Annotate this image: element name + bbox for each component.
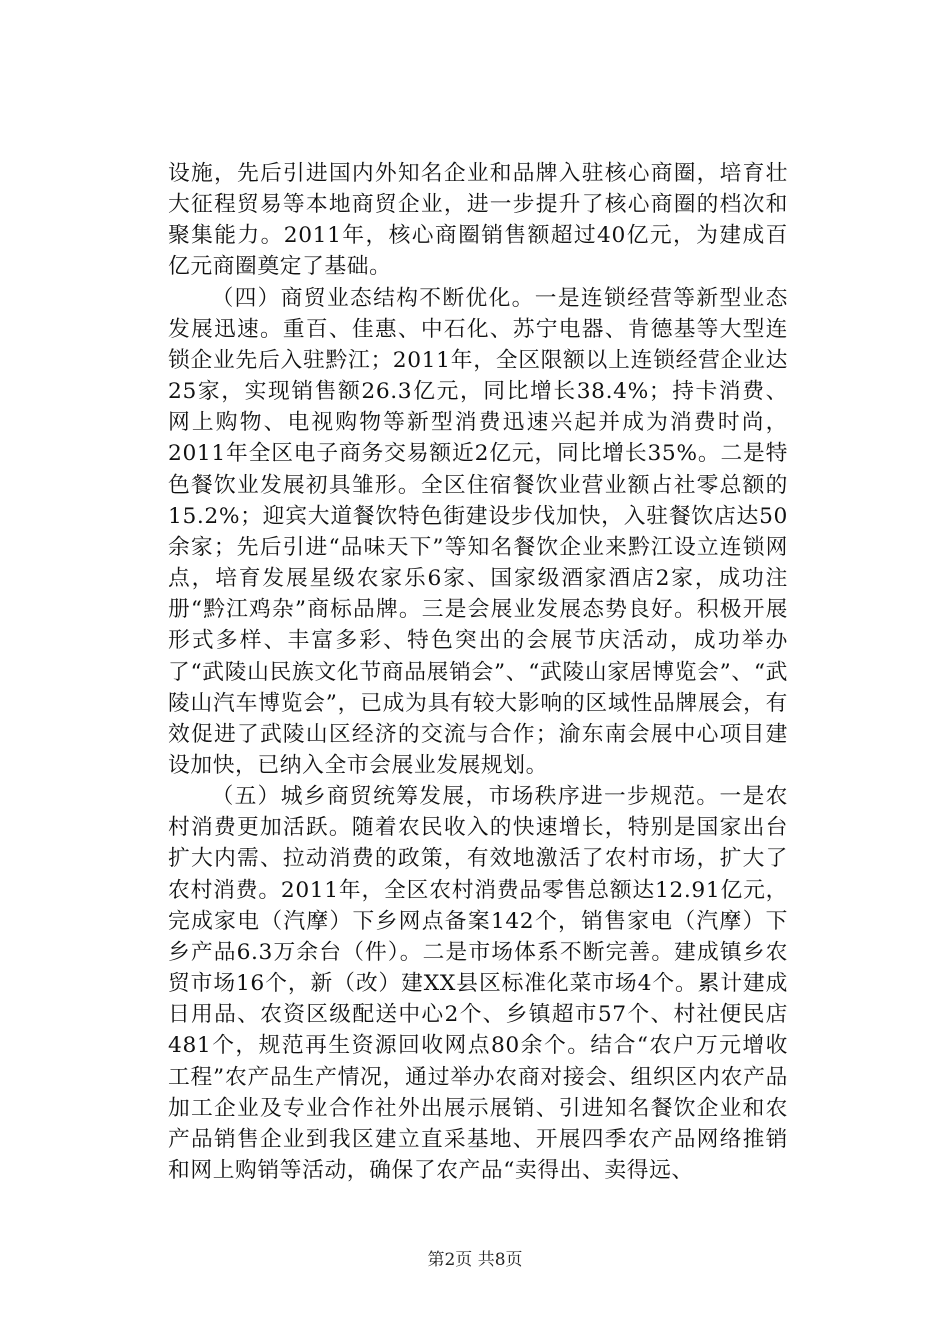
paragraph-section-5: （五）城乡商贸统筹发展，市场秩序进一步规范。一是农村消费更加活跃。随着农民收入的快速增长，特别是国家出台扩大内需、拉动消费的政策，有效地激活了农村市场，扩大了农村消费。2011年，全区农村消费品零售总额达12.91亿元，完成家电（汽摩）下乡网点备案142个，销售家电（汽摩）下乡产品6.3万余台（件）。二是市场体系不断完善。建成镇乡农贸市场16个，新（改）建XX县区标准化菜市场4个。累计建成日用品、农资区级配送中心2个、乡镇超市57个、村社便民店481个，规范再生资源回收网点80余个。结合“农户万元增收工程”农产品生产情况，通过举办农商对接会、组织区内农产品加工企业及专业合作社外出展示展销、引进知名餐饮企业和农产品销售企业到我区建立直采基地、开展四季农产品网络推销和网上购销等活动，确保了农产品“卖得出、卖得远、 [168,784,788,1183]
page-footer [0,1245,950,1270]
page-number-label: 第2页 共8页 [427,1250,523,1270]
document-body [168,158,788,1186]
paragraph-continuation: 设施，先后引进国内外知名企业和品牌入驻核心商圈，培育壮大征程贸易等本地商贸企业，进一步提升了核心商圈的档次和聚集能力。2011年，核心商圈销售额超过40亿元，为建成百亿元商圈奠定了基础。 [168,161,788,280]
paragraph-section-4: （四）商贸业态结构不断优化。一是连锁经营等新型业态发展迅速。重百、佳惠、中石化、苏宁电器、肯德基等大型连锁企业先后入驻黔江；2011年，全区限额以上连锁经营企业达25家，实现销售额26.3亿元，同比增长38.4%；持卡消费、网上购物、电视购物等新型消费迅速兴起并成为消费时尚，2011年全区电子商务交易额近2亿元，同比增长35%。二是特色餐饮业发展初具雏形。全区住宿餐饮业营业额占社零总额的15.2%；迎宾大道餐饮特色街建设步伐加快，入驻餐饮店达50余家；先后引进“品味天下”等知名餐饮企业来黔江设立连锁网点，培育发展星级农家乐6家、国家级酒家酒店2家，成功注册“黔江鸡杂”商标品牌。三是会展业发展态势良好。积极开展形式多样、丰富多彩、特色突出的会展节庆活动，成功举办了“武陵山民族文化节商品展销会”、“武陵山家居博览会”、“武陵山汽车博览会”，已成为具有较大影响的区域性品牌展会，有效促进了武陵山区经济的交流与合作；渝东南会展中心项目建设加快，已纳入全市会展业发展规划。 [168,285,788,778]
